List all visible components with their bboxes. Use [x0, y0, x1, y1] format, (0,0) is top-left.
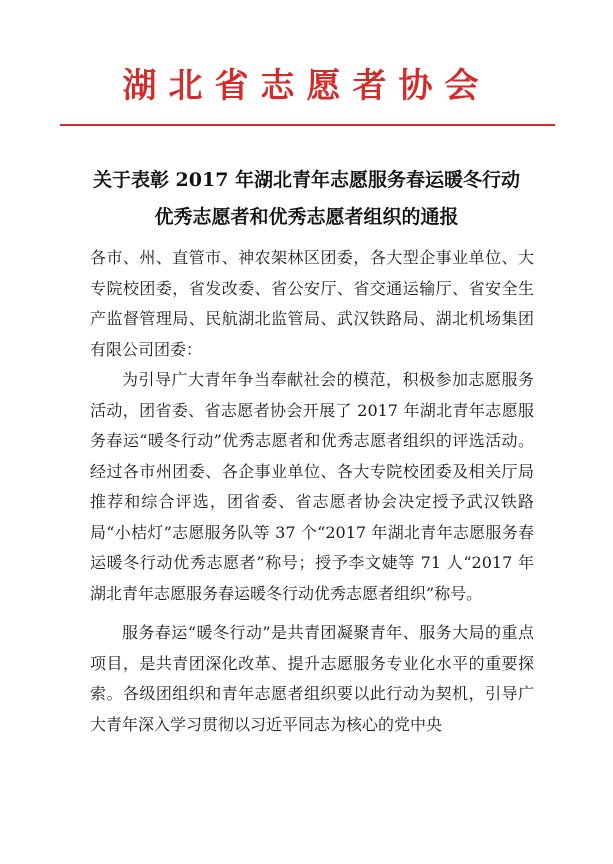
letterhead-divider — [60, 124, 555, 126]
document-title-line-2: 优秀志愿者和优秀志愿者组织的通报 — [154, 206, 459, 228]
body-paragraph-2: 服务春运“暖冬行动”是共青团凝聚青年、服务大局的重点项目，是共青团深化改革、提升志愿服务专业化水平的重要探索。各级团组织和青年志愿者组织要以此行动为契机，引导广大青年深入学习贯彻以习近平同志为核心的党中央 — [90, 623, 534, 734]
addressees-paragraph: 各市、州、直管市、神农架林区团委，各大型企事业单位、大专院校团委，省发改委、省公安厅、省交通运输厅、省安全生产监督管理局、民航湖北监管局、武汉铁路局、湖北机场集团有限公司团委： — [90, 248, 534, 359]
document-title-line-1: 关于表彰 2017 年湖北青年志愿服务春运暖冬行动 — [92, 169, 521, 191]
body-paragraph-1: 为引导广大青年争当奉献社会的模范，积极参加志愿服务活动，团省委、省志愿者协会开展了 2017 年湖北青年志愿服务春运“暖冬行动”优秀志愿者和优秀志愿者组织的评选活动。经过各市州团委、各企事业单位、各大专院校团委及相关厅局推荐和综合评选，团省委、省志愿者协会决定授予武汉铁路局“小桔灯”志愿服务队等 37 个“2017 年湖北青年志愿服务春运暖冬行动优秀志愿者”称号；授予李文婕等 71 人“2017 年湖北青年志愿服务春运暖冬行动优秀志愿者组织”称号。 — [90, 370, 534, 603]
letterhead-org-name: 湖北省志愿者协会 — [122, 66, 491, 106]
document-body — [90, 243, 534, 740]
